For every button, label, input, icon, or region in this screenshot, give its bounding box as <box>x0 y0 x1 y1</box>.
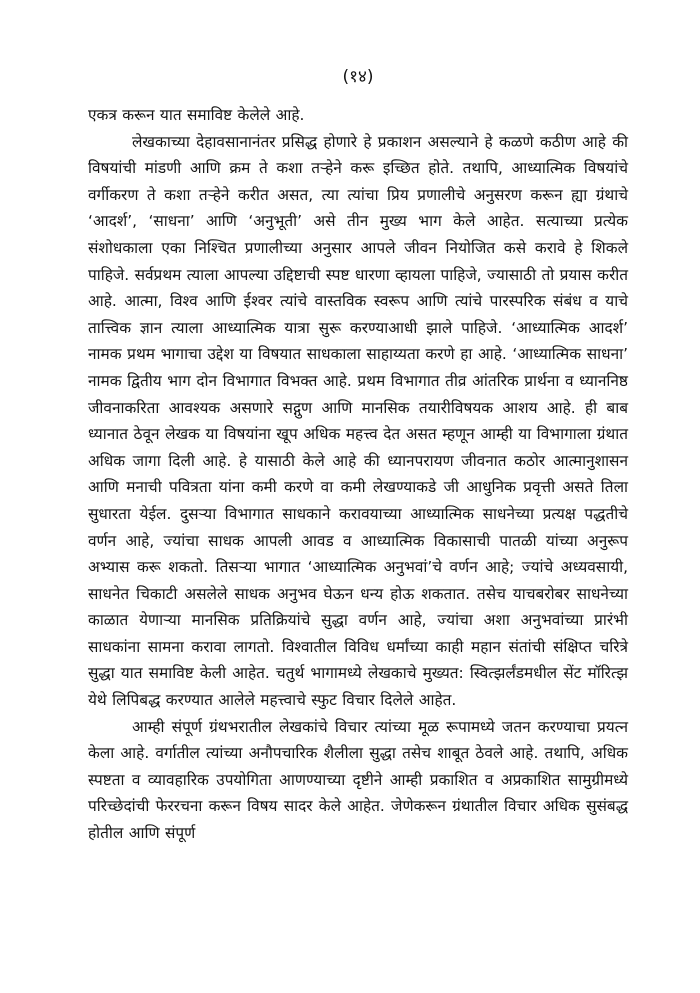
paragraph-continuation: एकत्र करून यात समाविष्ट केलेले आहे. <box>88 106 305 124</box>
paragraph-structure: लेखकाच्या देहावसानानंतर प्रसिद्ध होणारे हे प्रकाशन असल्याने हे कळणे कठीण आहे की विषयांची मांडणी आणि क्रम ते कशा तऱ्हेने करू इच्छित होते. तथापि, आध्यात्मिक विषयांचे वर्गीकरण ते कशा तऱ्हेने करीत असत, त्या त्यांचा प्रिय प्रणालीचे अनुसरण करून ह्या ग्रंथाचे ‘आदर्श’, ‘साधना’ आणि ‘अनुभूती’ असे तीन मुख्य भाग केले आहेत. सत्याच्या प्रत्येक संशोधकाला एका निश्चित प्रणालीच्या अनुसार आपले जीवन नियोजित कसे करावे हे शिकले पाहिजे. सर्वप्रथम त्याला आपल्या उद्दिष्टाची स्पष्ट धारणा व्हायला पाहिजे, ज्यासाठी तो प्रयास करीत आहे. आत्मा, विश्व आणि ईश्वर त्यांचे वास्तविक स्वरूप आणि त्यांचे पारस्परिक संबंध व याचे तात्त्विक ज्ञान त्याला आध्यात्मिक यात्रा सुरू करण्याआधी झाले पाहिजे. ‘आध्यात्मिक आदर्श’ नामक प्रथम भागाचा उद्देश या विषयात साधकाला साहाय्यता करणे हा आहे. ‘आध्यात्मिक साधना’ नामक द्वितीय भाग दोन विभागात विभक्त आहे. प्रथम विभागात तीव्र आंतरिक प्रार्थना व ध्याननिष्ठ जीवनाकरिता आवश्यक असणारे सद्गुण आणि मानसिक तयारीविषयक आशय आहे. ही बाब ध्यानात ठेवून लेखक या विषयांना खूप अधिक महत्त्व देत असत म्हणून आम्ही या विभागाला ग्रंथात अधिक जागा दिली आहे. हे यासाठी केले आहे की ध्यानपरायण जीवनात कठोर आत्मानुशासन आणि मनाची पवित्रता यांना कमी करणे वा कमी लेखण्याकडे जी आधुनिक प्रवृत्ती असते तिला सुधारता येईल. दुसऱ्या विभागात साधकाने करावयाच्या आध्यात्मिक साधनेच्या प्रत्यक्ष पद्धतीचे वर्णन आहे, ज्यांचा साधक आपली आवड व आध्यात्मिक विकासाची पातळी यांच्या अनुरूप अभ्यास करू शकतो. तिसऱ्या भागात ‘आध्यात्मिक अनुभवां’चे वर्णन आहे; ज्यांचे अध्यवसायी, साधनेत चिकाटी असलेले साधक अनुभव घेऊन धन्य होऊ शकतात. तसेच याचबरोबर साधनेच्या काळात येणाऱ्या मानसिक प्रतिक्रियांचे सुद्धा वर्णन आहे, ज्यांचा अशा अनुभवांच्या प्रारंभी साधकांना सामना करावा लागतो. विश्वातील विविध धर्मांच्या काही महान संतांची संक्षिप्त चरित्रे सुद्धा यात समाविष्ट केली आहेत. चतुर्थ भागामध्ये लेखकाचे मुख्यत: स्वित्झर्लंडमधील सेंट मॉरित्झ येथे लिपिबद्ध करण्यात आलेले महत्त्वाचे स्फुट विचार दिलेले आहेत. <box>88 132 628 710</box>
page-number: (१४) <box>342 67 374 87</box>
paragraph-editorial-approach: आम्ही संपूर्ण ग्रंथभरातील लेखकांचे विचार त्यांच्या मूळ रूपामध्ये जतन करण्याचा प्रयत्न केला आहे. वर्गातील त्यांच्या अनौपचारिक शैलीला सुद्धा तसेच शाबूत ठेवले आहे. तथापि, अधिक स्पष्टता व व्यावहारिक उपयोगिता आणण्याच्या दृष्टीने आम्ही प्रकाशित व अप्रकाशित सामुग्रीमध्ये परिच्छेदांची फेररचना करून विषय सादर केले आहेत. जेणेकरून ग्रंथातील विचार अधिक सुसंबद्ध होतील आणि संपूर्ण <box>88 717 628 843</box>
body-text <box>88 102 628 847</box>
